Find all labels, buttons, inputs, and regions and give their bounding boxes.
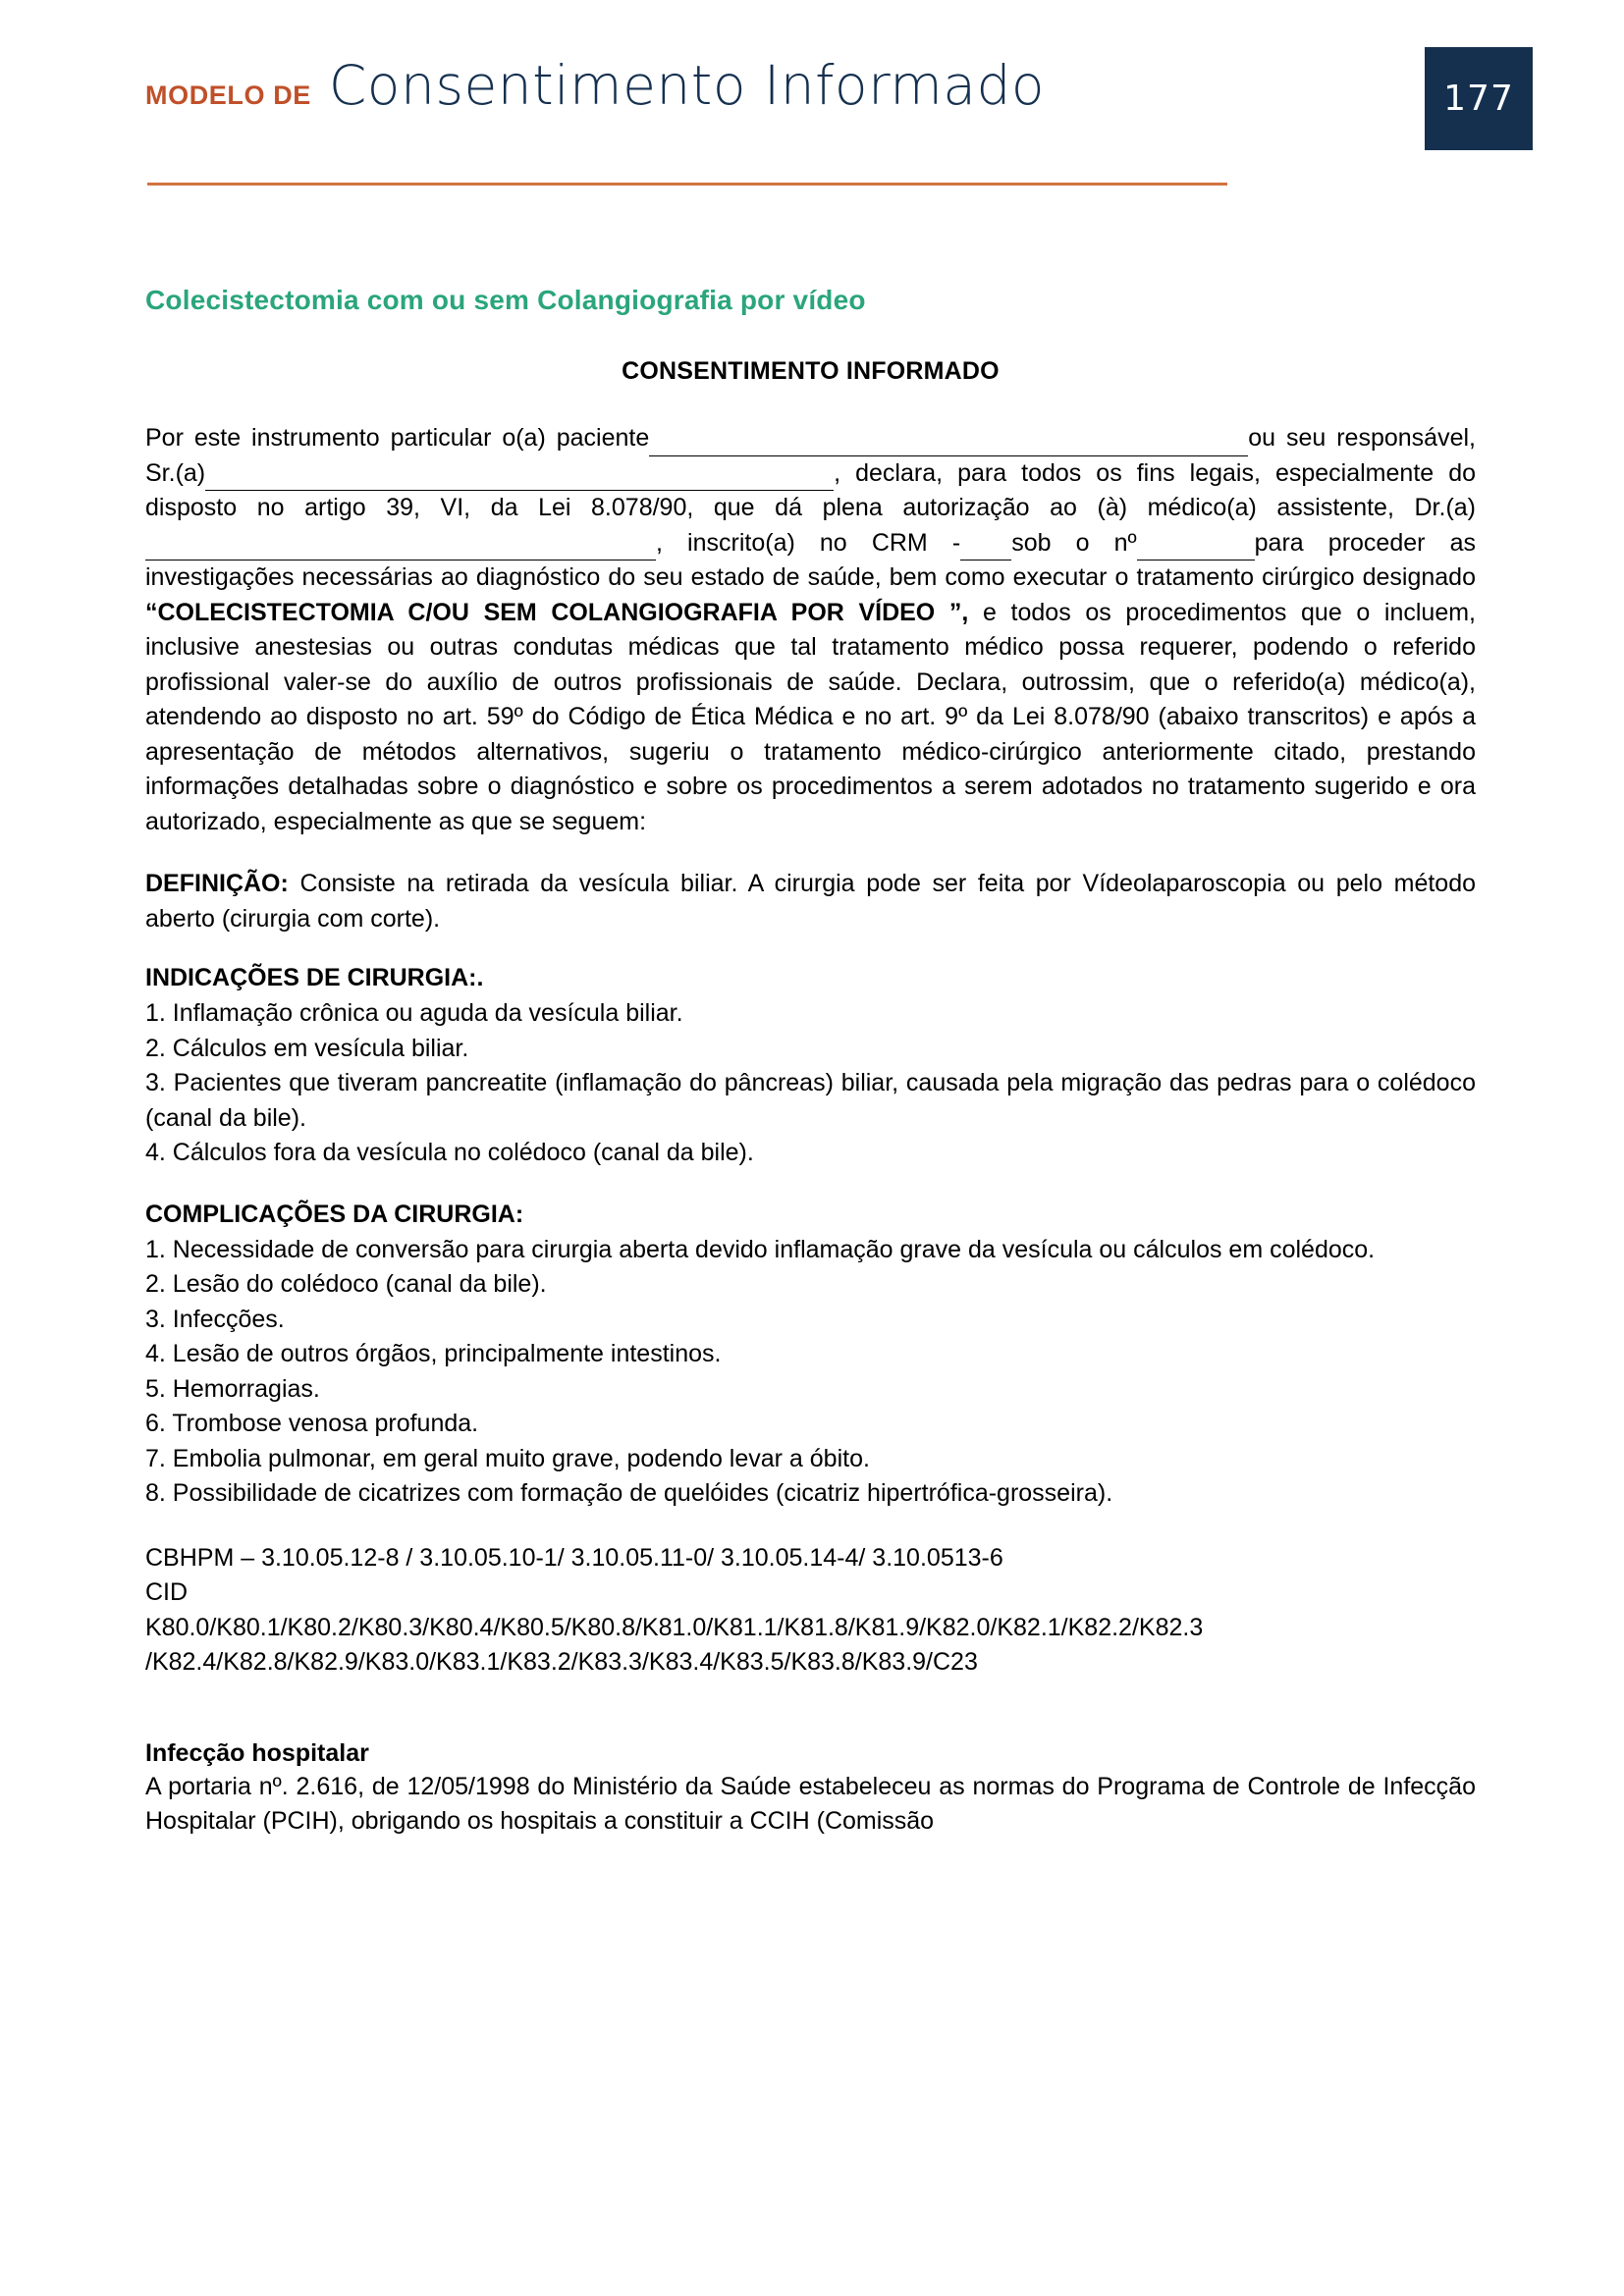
list-item: 2. Cálculos em vesícula biliar. [145,1034,469,1062]
infeccao-hospitalar-text: A portaria nº. 2.616, de 12/05/1998 do Ministério da Saúde estabeleceu as normas do Programa de Controle de Infecção Hospitalar (PCIH), obrigando os hospitais a constituir a CCIH (Comissão [145,1772,1476,1835]
definicao-paragraph [145,867,1476,936]
list-item: 1. Necessidade de conversão para cirurgia aberta devido inflamação grave da vesícula ou cálculos em colédoco. [145,1235,1376,1263]
cid-codes-line-1: K80.0/K80.1/K80.2/K80.3/K80.4/K80.5/K80.8/K81.0/K81.1/K81.8/K81.9/K82.0/K82.1/K82.2/K82.3 [145,1613,1204,1641]
indicacoes-title: INDICAÇÕES DE CIRURGIA:. [145,964,484,991]
page-number-badge: 177 [1425,47,1533,150]
list-item: 5. Hemorragias. [145,1374,320,1403]
page-header [0,0,1624,196]
header-title-block [145,54,1536,167]
list-item: 6. Trombose venosa profunda. [145,1410,479,1437]
list-item: 3. Infecções. [145,1305,285,1333]
complicacoes-list [145,1233,1476,1512]
intro-segment-7: e todos os procedimentos que o incluem, inclusive anestesias ou outras condutas médicas que tal tratamento médico possa requerer, podendo o referido profissional valer-se do auxílio de outros profissionais de saúde. Declara, outrossim, que o referido(a) médico(a), atendendo ao disposto no art. 59º do Código de Ética Médica e no art. 9º da Lei 8.078/90 (abaixo transcritos) e após a apresentação de métodos alternativos, sugeriu o tratamento médico-cirúrgico anteriormente citado, prestando informações detalhadas sobre o diagnóstico e sobre os procedimentos a serem adotados no tratamento sugerido e ora autorizado, especialmente as que se seguem: [145,598,1476,835]
header-title: Consentimento Informado [328,54,1046,117]
header-prefix-label: MODELO DE [145,80,311,110]
document-body [145,285,1476,1840]
cid-label: CID [145,1578,189,1606]
document-heading: CONSENTIMENTO INFORMADO [622,357,1000,385]
list-item: 3. Pacientes que tiveram pancreatite (inflamação do pâncreas) biliar, causada pela migração das pedras para o colédoco (canal da bile). [145,1069,1476,1132]
procedure-name: “COLECISTECTOMIA C/OU SEM COLANGIOGRAFIA POR VÍDEO ”, [145,598,969,626]
intro-segment-6: para proceder as investigações necessárias ao diagnóstico do seu estado de saúde, bem como executar o tratamento cirúrgico designado [145,528,1476,591]
cid-codes-line-2: /K82.4/K82.8/K82.9/K83.0/K83.1/K83.2/K83.3/K83.4/K83.5/K83.8/K83.9/C23 [145,1648,978,1676]
intro-segment-1: Por este instrumento particular o(a) paciente [145,424,650,452]
patient-name-field[interactable] [649,429,1248,455]
spacer [145,1171,1476,1201]
intro-segment-3: , declara, para todos os fins legais, especialmente do disposto no artigo 39, VI, da Lei 8.078/90, que dá plena autorização ao (à) médico(a) assistente, Dr.(a) [145,458,1476,521]
list-item: 8. Possibilidade de cicatrizes com formação de quelóides (cicatriz hipertrófica-grosseira). [145,1479,1113,1507]
crm-number-field[interactable] [1137,534,1255,561]
procedure-codes-block [145,1541,1476,1681]
spacer [145,1681,1476,1710]
intro-segment-5: sob o nº [1011,528,1137,557]
spacer [145,1710,1476,1739]
definicao-text: Consiste na retirada da vesícula biliar. A cirurgia pode ser feita por Vídeolaparoscopia ou pelo método aberto (cirurgia com corte). [145,870,1477,933]
spacer [145,1512,1476,1541]
responsible-name-field[interactable] [205,464,834,491]
list-item: 4. Lesão de outros órgãos, principalmente intestinos. [145,1340,722,1367]
list-item: 7. Embolia pulmonar, em geral muito grave, podendo levar a óbito. [145,1444,870,1472]
intro-segment-4: , inscrito(a) no CRM - [656,528,961,557]
list-item: 4. Cálculos fora da vesícula no colédoco (canal da bile). [145,1139,754,1166]
definicao-label: DEFINIÇÃO: [145,870,289,897]
cbhpm-codes: CBHPM – 3.10.05.12-8 / 3.10.05.10-1/ 3.10.05.11-0/ 3.10.05.14-4/ 3.10.0513-6 [145,1543,1003,1572]
list-item: 1. Inflamação crônica ou aguda da vesícula biliar. [145,999,683,1027]
intro-paragraph [145,421,1476,839]
infeccao-hospitalar-title: Infecção hospitalar [145,1738,369,1767]
list-item: 2. Lesão do colédoco (canal da bile). [145,1270,547,1298]
header-divider [147,183,1227,186]
document-subject: Colecistectomia com ou sem Colangiografia por vídeo [145,285,866,315]
doctor-name-field[interactable] [145,534,656,561]
intro-segment-2: ou seu responsável, Sr.(a) [145,424,1476,487]
indicacoes-list [145,996,1476,1171]
crm-state-field[interactable] [960,534,1011,561]
complicacoes-title: COMPLICAÇÕES DA CIRURGIA: [145,1200,524,1228]
